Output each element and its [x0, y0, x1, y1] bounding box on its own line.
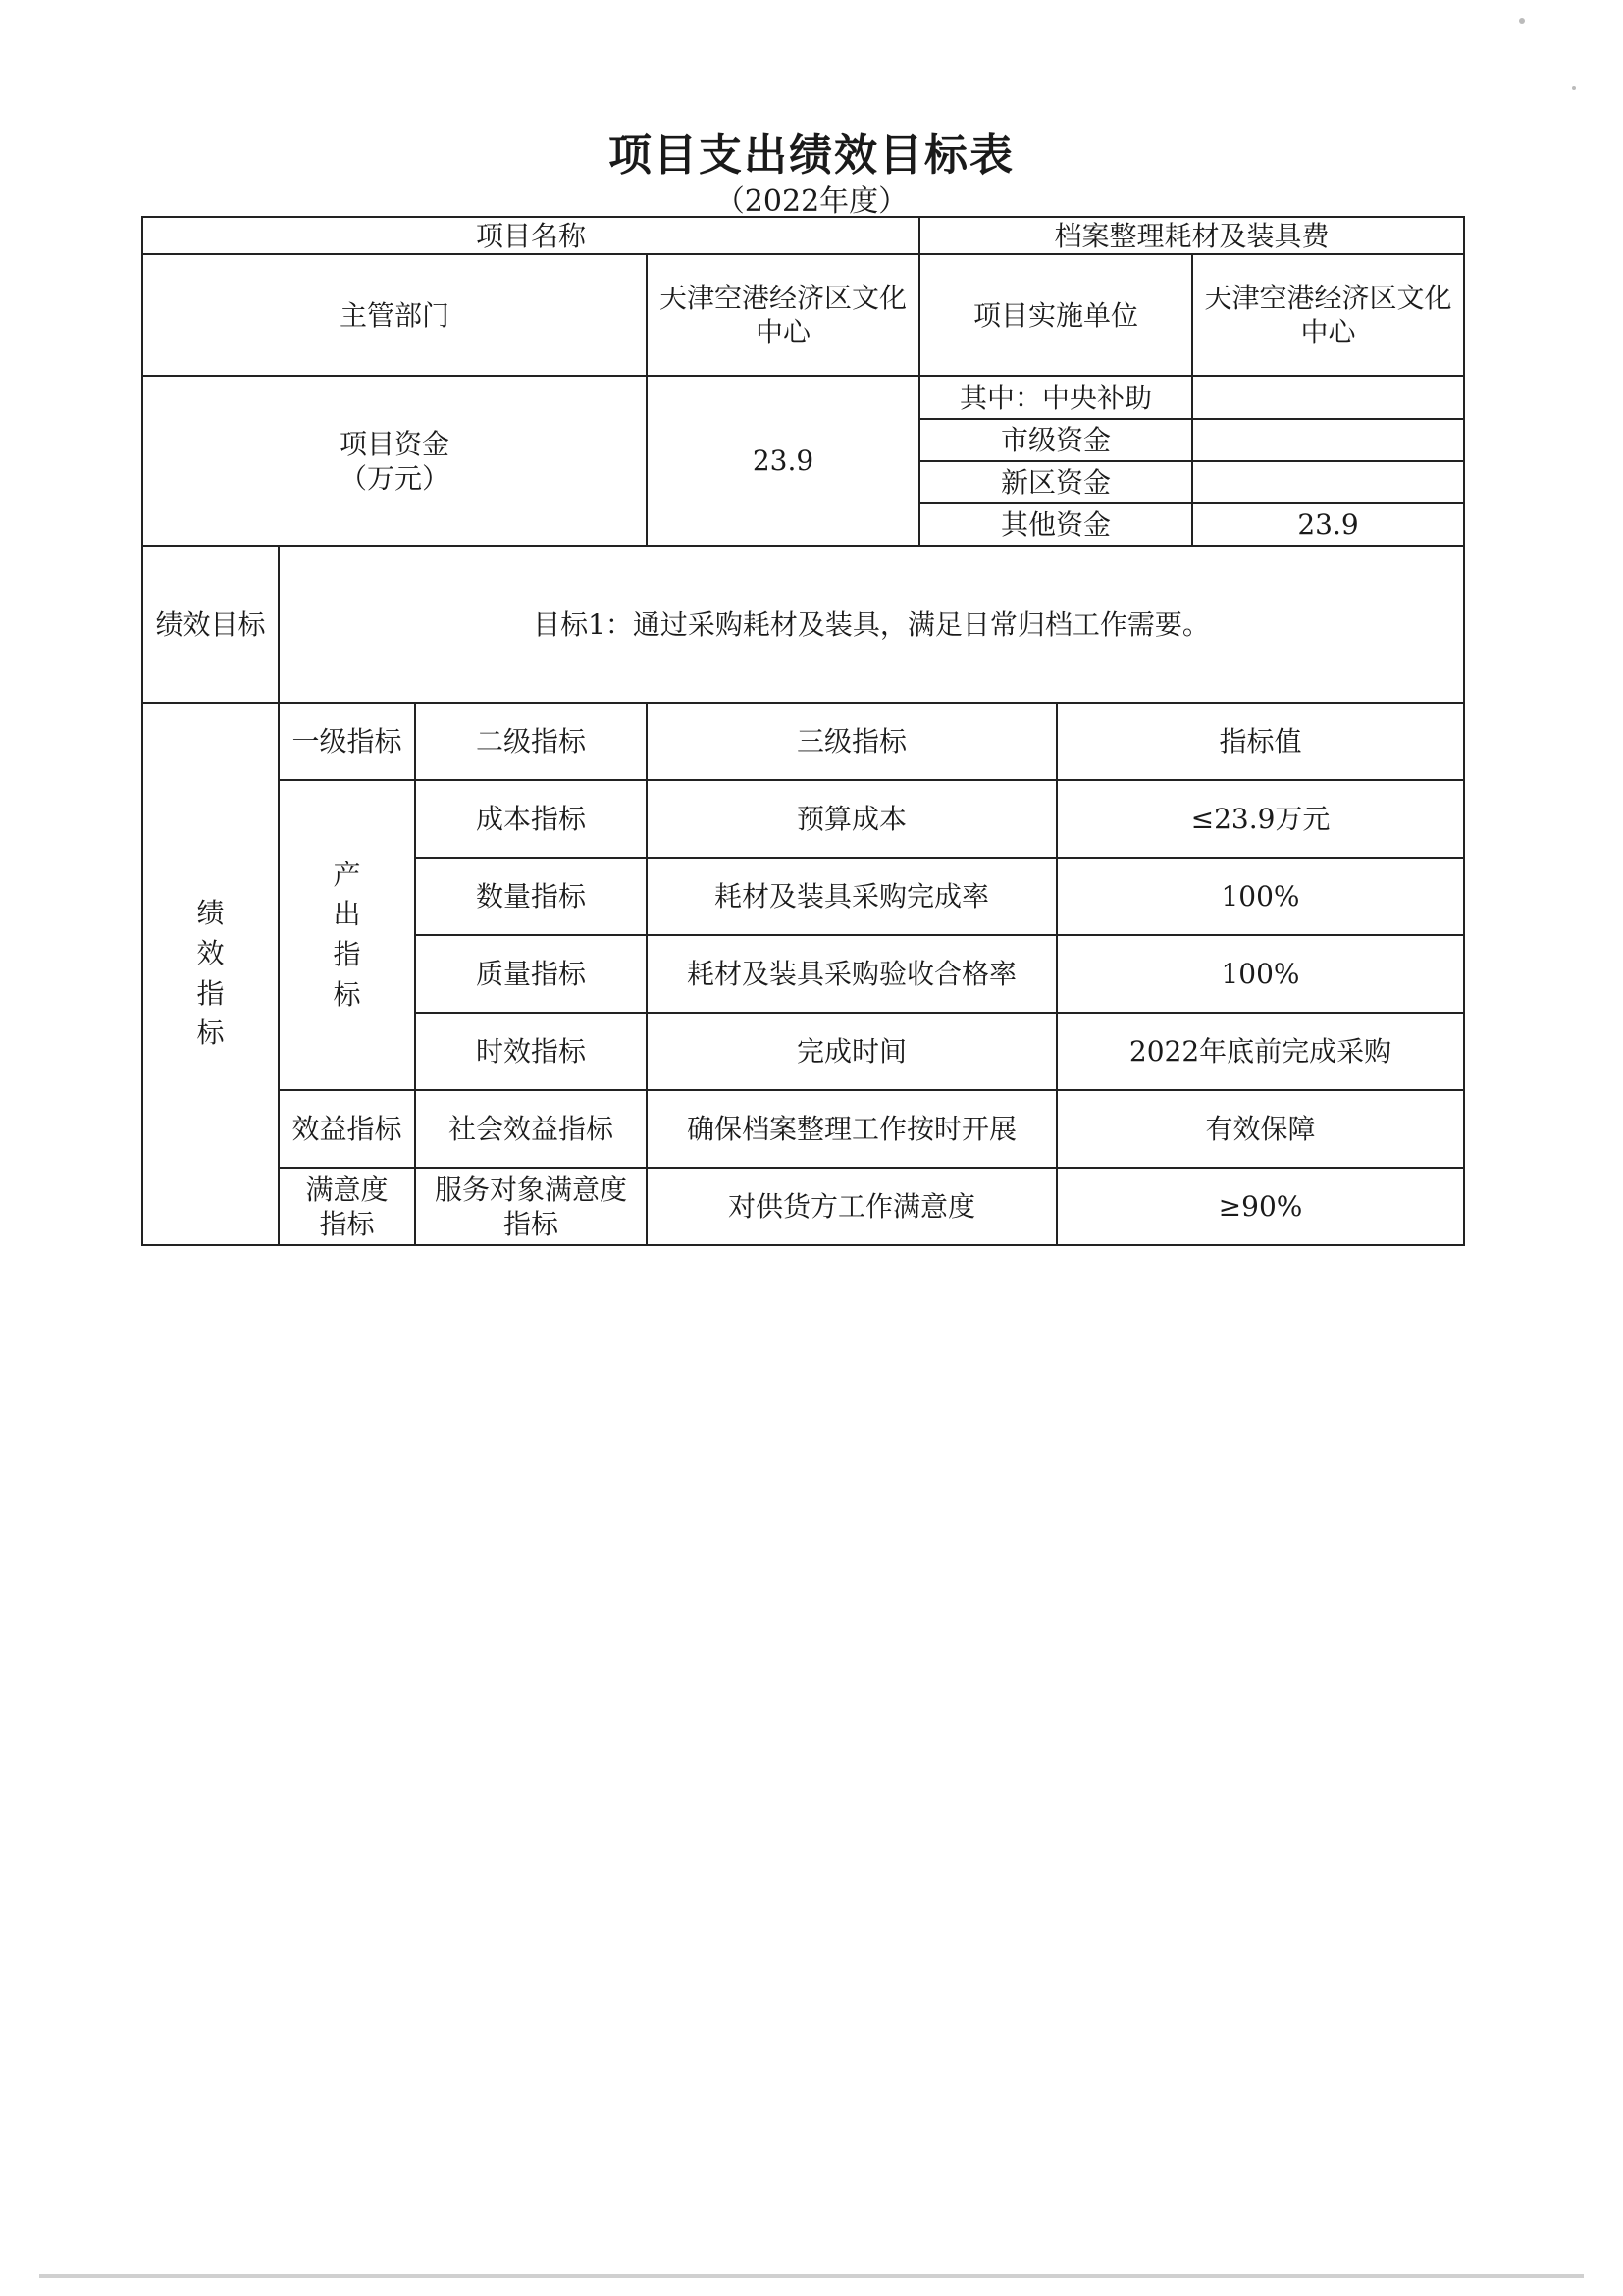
- header-level1: 一级指标: [279, 703, 415, 780]
- funds-label: [142, 376, 647, 546]
- project-name-label: 项目名称: [142, 217, 919, 254]
- funds-label-line1: 项目资金: [339, 427, 449, 460]
- header-level2: 二级指标: [415, 703, 647, 780]
- district-funds-value: [1192, 461, 1464, 503]
- indicators-section-label: [142, 703, 279, 1245]
- funds-total: 23.9: [647, 376, 919, 546]
- output-row-value: 100%: [1057, 935, 1464, 1013]
- output-row-level2: 时效指标: [415, 1013, 647, 1090]
- satisfaction-level3: 对供货方工作满意度: [647, 1168, 1057, 1245]
- output-row-level2: 质量指标: [415, 935, 647, 1013]
- funds-label-line2: （万元）: [339, 461, 449, 495]
- output-row-level3: 耗材及装具采购验收合格率: [647, 935, 1057, 1013]
- page-subtitle: （2022年度）: [714, 184, 909, 219]
- output-row-value: ≤23.9万元: [1057, 780, 1464, 858]
- scan-speck: [1519, 18, 1525, 24]
- satisfaction-level2-line2: 指标: [502, 1207, 558, 1240]
- header-level3: 三级指标: [647, 703, 1057, 780]
- impl-unit-value: 天津空港经济区文化中心: [1192, 254, 1464, 376]
- output-row-level3: 预算成本: [647, 780, 1057, 858]
- output-row-level2: 数量指标: [415, 858, 647, 935]
- city-funds-label: 市级资金: [919, 419, 1192, 461]
- output-row-value: 2022年底前完成采购: [1057, 1013, 1464, 1090]
- district-funds-label: 新区资金: [919, 461, 1192, 503]
- satisfaction-level2: [415, 1168, 647, 1245]
- satisfaction-level1-line1: 满意度: [305, 1173, 389, 1206]
- dept-value: 天津空港经济区文化中心: [647, 254, 919, 376]
- benefit-level2: 社会效益指标: [415, 1090, 647, 1168]
- goal-label: 绩效目标: [142, 546, 279, 703]
- impl-unit-label: 项目实施单位: [919, 254, 1192, 376]
- satisfaction-level1-line2: 指标: [319, 1207, 375, 1240]
- benefit-level3: 确保档案整理工作按时开展: [647, 1090, 1057, 1168]
- output-indicator-text: 产出指标: [333, 858, 361, 1011]
- central-funds-value: [1192, 376, 1464, 419]
- output-row-level3: 耗材及装具采购完成率: [647, 858, 1057, 935]
- satisfaction-value: ≥90%: [1057, 1168, 1464, 1245]
- header-value: 指标值: [1057, 703, 1464, 780]
- satisfaction-level1: [279, 1168, 415, 1245]
- central-funds-label: 其中：中央补助: [919, 376, 1192, 419]
- output-row-level2: 成本指标: [415, 780, 647, 858]
- performance-table: [141, 216, 1465, 1246]
- other-funds-label: 其他资金: [919, 503, 1192, 546]
- city-funds-value: [1192, 419, 1464, 461]
- output-row-value: 100%: [1057, 858, 1464, 935]
- scan-edge-line: [39, 2274, 1584, 2278]
- benefit-value: 有效保障: [1057, 1090, 1464, 1168]
- benefit-level1: 效益指标: [279, 1090, 415, 1168]
- other-funds-value: 23.9: [1192, 503, 1464, 546]
- page-title: 项目支出绩效目标表: [608, 130, 1015, 181]
- goal-text: 目标1：通过采购耗材及装具，满足日常归档工作需要。: [279, 546, 1464, 703]
- dept-label: 主管部门: [142, 254, 647, 376]
- scan-speck: [1572, 86, 1576, 90]
- output-row-level3: 完成时间: [647, 1013, 1057, 1090]
- output-indicator-label: [279, 780, 415, 1090]
- indicators-section-text: 绩效指标: [196, 897, 225, 1050]
- project-name-value: 档案整理耗材及装具费: [919, 217, 1464, 254]
- satisfaction-level2-line1: 服务对象满意度: [434, 1173, 627, 1206]
